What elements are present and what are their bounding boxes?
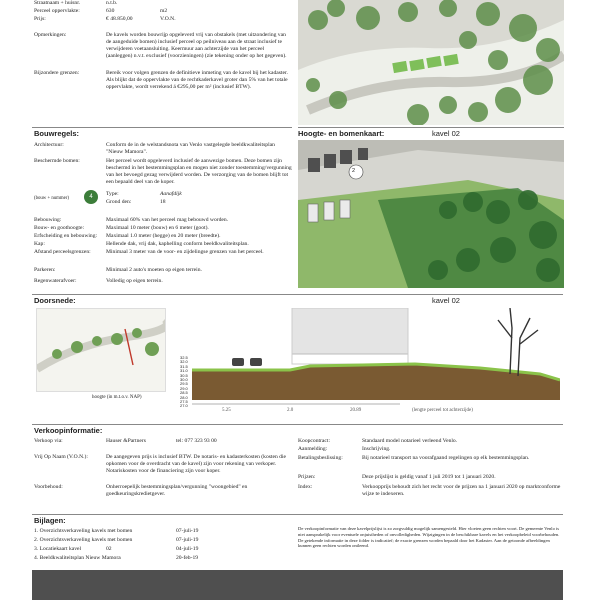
von-label: Vrij Op Naam (V.O.N.): (34, 454, 88, 460)
level-tick: 30.0 (180, 377, 188, 383)
verkoop-via-label: Verkoop via: (34, 438, 63, 444)
bijlagen-rule (32, 514, 563, 515)
dim-1: 5.25 (222, 408, 231, 413)
bouwregels-rule (32, 127, 292, 128)
kap-label: Kap: (34, 241, 45, 247)
dim-3: 20.89 (350, 408, 362, 413)
dim-2: 2.0 (287, 408, 294, 413)
bebouwing-value: Maximaal 60% van het perceel mag bebouwd worden. (106, 217, 229, 223)
tree-height-map-drawing (298, 140, 564, 288)
section-drawing (180, 308, 560, 420)
grond-label: Grond den: (106, 199, 132, 205)
voorbehoud-value: Onherroepelijk bestemmingsplan/vergunning "woongebied" en goedkeuringskredietgever. (106, 484, 248, 497)
bomen-label: Beschermde bomen: (34, 158, 80, 164)
level-tick: 28.0 (180, 394, 188, 400)
level-tick: 29.0 (180, 385, 188, 391)
hoogte-kavel: kavel 02 (432, 129, 460, 138)
level-tick: 32.5 (180, 355, 188, 360)
level-tick: 27.0 (180, 403, 188, 409)
verkoop-title: Verkoopinformatie: (34, 426, 103, 435)
betaling-label: Betalingsbeslissing: (298, 455, 343, 461)
street-value: n.t.b. (106, 0, 118, 6)
bouwhoogte-value: Maximaal 10 meter (bouw) en 6 meter (goot). (106, 225, 209, 231)
bijlage-2-date: 07-juli-19 (176, 537, 199, 543)
level-tick: 27.5 (180, 399, 188, 405)
parkeren-value: Minimaal 2 auto's moeten op eigen terrein. (106, 267, 202, 273)
architectuur-label: Architectuur: (34, 142, 64, 148)
dim-note: (lengte perceel tot achterzijde) (412, 408, 473, 413)
overview-map (298, 0, 564, 125)
verkoop-via-value: Hauser &Partners (106, 438, 146, 444)
section-drawing-svg (180, 308, 560, 420)
aanmelding-label: Aanmelding: (298, 446, 328, 452)
legend-label: (bouw + nummer) (34, 196, 69, 201)
plot-badge: 2 (352, 168, 356, 174)
overview-map-drawing (298, 0, 564, 125)
hoogte-title: Hoogte- en bomenkaart: (298, 129, 385, 138)
area-label: Perceel oppervlakte: (34, 8, 80, 14)
bouwregels-title: Bouwregels: (34, 129, 80, 138)
bijlage-1-date: 07-juli-19 (176, 528, 199, 534)
price-value: € 48.850,00 (106, 16, 133, 22)
bebouwing-label: Bebouwing: (34, 217, 62, 223)
voorbehoud-label: Voorbehoud: (34, 484, 63, 490)
index-label: Index: (298, 484, 313, 490)
tree-badge: 4 (84, 190, 98, 204)
regenwater-label: Regenwaterafvoer: (34, 278, 77, 284)
doorsnede-rule (32, 294, 563, 295)
section-keymap-drawing (37, 309, 165, 391)
type-value: Aanafdijk (160, 191, 182, 197)
section-keymap (36, 308, 166, 392)
aanmelding-value: Inschrijving. (362, 446, 391, 452)
type-label: Type: (106, 191, 119, 197)
area-unit: m2 (160, 8, 168, 14)
architectuur-value: Conform de in de welstandsnota van Venlo vastgelegde beeldkwaliteitsplan "Nieuw Mamora". (106, 142, 275, 155)
afstand-label: Afstand perceelsgrenzen: (34, 249, 91, 255)
bijzonder-text: Bereik voor volgen grenzen de definitieve inmeting van de kavel bij het kadaster. Als blijkt dat de oppervlakte van de rechtkaderkavel groter dan 5% van het totale oppervlakte, wordt verrekend á €295,00 per m² (inclusief BTW). (106, 70, 288, 90)
parkeren-label: Parkeren: (34, 267, 56, 273)
koopcontract-value: Standaard model notarieel verleend Venlo. (362, 438, 458, 444)
opmerkingen-text: De kavels worden bouwrijp opgeleverd vrij van obstakels (met uitzondering van de aangeduide bomen) inclusief perceel op peilniveau aan de straat inclusief te verwijderen voetaansluiting. Keermuur aan achterzijde van het perceel (aanleggen) n.v.t. exclusief (voorzieningen) (zie tekening onder op het gegeven). (106, 32, 287, 59)
level-tick: 29.5 (180, 381, 188, 387)
bijlage-3-code: 02 (106, 546, 112, 552)
bomen-value: Het perceel wordt opgeleverd inclusief de aanwezige bomen. Deze bomen zijn beschermd in het bestemmingsplan en mogen niet zonder toestemming/vergunning van het bevoegd gezag verwijderd worden. De verzorging van de bomen blijft tot een bepaald deel van de koper. (106, 158, 292, 185)
bijlagen-title: Bijlagen: (34, 516, 66, 525)
price-extra: V.O.N. (160, 16, 176, 22)
hoogte-rule (298, 127, 564, 128)
bijlage-3-date: 04-juli-19 (176, 546, 199, 552)
area-value: 630 (106, 8, 115, 14)
verkoop-rule (32, 424, 563, 425)
erfscheiding-value: Maximaal 1.0 meter (hegge) en 20 meter (breedte). (106, 233, 221, 239)
regenwater-value: Volledig op eigen terrein. (106, 278, 163, 284)
koopcontract-label: Koopcontract: (298, 438, 330, 444)
level-tick: 30.5 (180, 372, 188, 378)
doorsnede-kavel: kavel 02 (432, 296, 460, 305)
level-scale (180, 356, 188, 409)
doorsnede-title: Doorsnede: (34, 296, 76, 305)
opmerkingen-label: Opmerkingen: (34, 32, 67, 38)
prijzen-value: Deze prijslijst is geldig vanaf 1 juli 2019 tot 1 januari 2020. (362, 474, 496, 480)
level-tick: 32.0 (180, 359, 188, 365)
betaling-value: Bij notarieel transport na voorafgaand regelingen op elk bestemmingsplan. (362, 455, 530, 461)
von-value: De aangegeven prijs is inclusief BTW. De notaris- en kadasterkosten (kosten die opkomen voor de overdracht van de kavel) zijn voor rekening van verkoper. Notariskosten voor de financiering zijn voor koper. (106, 454, 286, 474)
erfscheiding-label: Erfscheiding en bebouwing: (34, 233, 98, 239)
tree-height-map (298, 140, 564, 288)
bouwhoogte-label: Bouw- en goothoogte: (34, 225, 85, 231)
level-tick: 31.5 (180, 363, 188, 369)
footer-bar (32, 570, 563, 600)
bijzonder-label: Bijzondere grenzen: (34, 70, 80, 76)
bijlage-4-name[interactable]: 4. Beeldkwaliteitsplan Nieuw Mamora (34, 555, 121, 561)
level-tick: 31.0 (180, 368, 188, 374)
grond-value: 18 (160, 199, 166, 205)
afstand-value: Minimaal 3 meter van de voor- en zijdelingse grenzen van het perceel. (106, 249, 264, 255)
bijlage-2-name[interactable]: 2. Overzichtsverkaveling kavels met bomen (34, 537, 133, 543)
bijlage-4-date: 20-feb-19 (176, 555, 199, 561)
prijzen-label: Prijzen: (298, 474, 316, 480)
disclaimer: De verkoopinformatie van deze kavelprijslijst is zo zorgvuldig mogelijk samengesteld. Hier vloeien geen rechten voort. De gemeente Venlo is niet aansprakelijk voor eventuele onjuistheden of onvolledigheden. Wijzigingen in de beschikbare kavels en het verkoopbeleid voorbehouden. De getekende informatie in deze folder is indicatief; de exacte grenzen worden bepaald door het Kadaster. Aan de getoonde afbeeldingen kunnen geen rechten worden ontleend. (298, 526, 560, 549)
verkoop-via-phone: tel: 077 323 93 00 (176, 438, 217, 444)
bijlage-1-name[interactable]: 1. Overzichtsverkaveling kavels met bomen (34, 528, 133, 534)
section-caption: hoogte (in m.t.o.v. NAP) (92, 395, 142, 400)
price-label: Prijs: (34, 16, 46, 22)
index-value: Verkoopprijs behoudt zich het recht voor de prijzen na 1 januari 2020 op marktconforme wijze te indexeren. (362, 484, 561, 497)
bijlage-3-name[interactable]: 3. Locatiekaart kavel (34, 546, 82, 552)
kap-value: Hellende dak, vrij dak, kaphelling conform beeldkwaliteitsplan. (106, 241, 249, 247)
street-label: Straatnaam + huisnr. (34, 0, 81, 6)
level-tick: 28.5 (180, 390, 188, 396)
